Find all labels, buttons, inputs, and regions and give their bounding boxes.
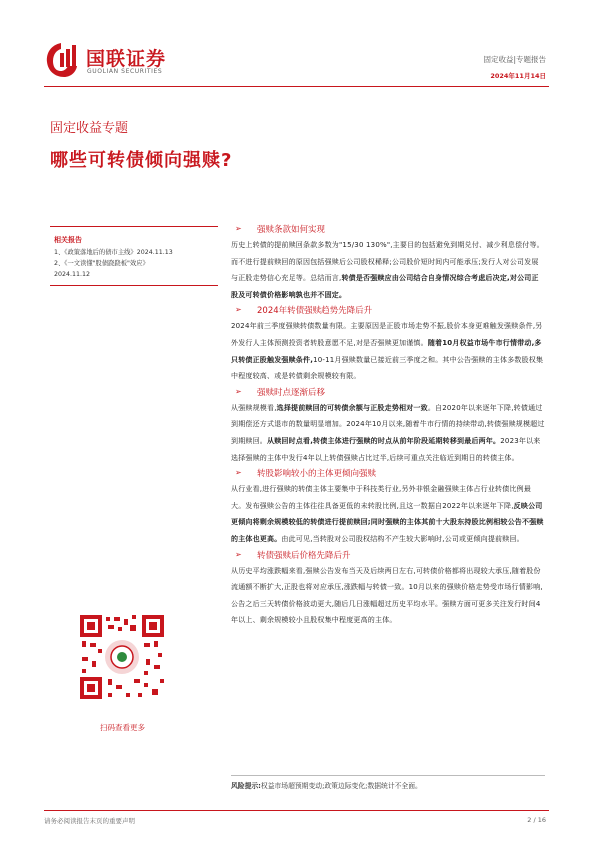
body-text: 10-11月强赎数量已接近前三季度之和。其中公告强赎的主体多数股权集中程度较高、或是转债剩余规模较有限。: [231, 355, 544, 381]
report-title: 哪些可转债倾向强赎?: [50, 150, 233, 171]
section-paragraph: [231, 400, 545, 466]
page-number: 2 / 16: [527, 816, 546, 824]
key-finding-text: 转债是否强赎应由公司结合自身情况综合考虑后决定,对公司正股及可转债价格影响孰也并不固定。: [231, 274, 539, 299]
report-date: 2024年11月14日: [490, 72, 546, 80]
bullet-arrow-icon: ➢: [235, 468, 242, 478]
key-finding-text: 随着10月权益市场牛市行情带动,多只转债正股触发强赎条件,: [231, 338, 542, 364]
report-kicker: 固定收益专题: [50, 121, 129, 136]
section-paragraph: [231, 237, 545, 303]
header-divider: [44, 86, 549, 87]
brand-name: 国联证券: [86, 48, 167, 70]
risk-notice: [231, 775, 545, 790]
section-heading: [231, 386, 545, 400]
body-text: 历史上转债的提前赎回条款多数为"15/30 130%",主要目的包括避免到期兑付、减少利息偿付等。而不进行提前赎回的原因包括强赎后公司股权稀释;公司股价短时间内可能承压;发行人对公司发展与正股走势信心充足等。总结而言,: [231, 241, 544, 283]
section-heading: [231, 467, 545, 481]
related-report-item[interactable]: 2、《一文读懂"股债跷跷板"效应》: [54, 260, 149, 267]
section-paragraph: [231, 318, 545, 384]
section-heading: [231, 549, 545, 563]
bullet-arrow-icon: ➢: [235, 386, 242, 396]
section-heading-text: 2024年转债强赎趋势先降后升: [257, 306, 373, 317]
body-text: 。自2020年以来逐年下降,转债通过到期偿还方式退市的数量明显增加。2024年10月以来,随着牛市行情的持续带动,转债强赎规模超过到期赎回。: [231, 403, 545, 445]
key-finding-text: 从赎回时点看,转债主体进行强赎的时点从前年阶段延期转移到最后两年。: [267, 436, 501, 445]
body-text: 从历史平均涨跌幅来看,强赎公告发布当天及后续两日左右,可转债价格都将出现较大承压,随着股份流通额不断扩大,正股也将对应承压,涨跌幅与转债一致。10月以来的强赎价格走势受市场行情影响,公告之后三天转债价格波动更大,随后几日涨幅超过历史平均水平。强赎方面可更多关注发行时间4年以上、剩余规模较小且股权集中程度更高的主体。: [231, 566, 543, 625]
body-text: 从强赎规模看,: [231, 403, 277, 412]
footer-disclaimer[interactable]: 请务必阅读报告末页的重要声明: [44, 817, 135, 825]
risk-text: 权益市场超预期变动;政策边际变化;数据统计不全面。: [260, 782, 422, 790]
bullet-arrow-icon: ➢: [235, 549, 242, 559]
section-heading-text: 强赎时点逐渐后移: [257, 387, 326, 398]
section-heading-text: 转股影响较小的主体更倾向强赎: [257, 469, 377, 480]
related-reports-heading: 相关报告: [54, 236, 82, 244]
section-paragraph: [231, 481, 545, 547]
report-category: 固定收益|专题报告: [483, 55, 546, 64]
related-report-item[interactable]: 1、《政策落地后的债市主线》2024.11.13: [54, 249, 173, 256]
section-heading-text: 转债强赎后价格先降后升: [257, 550, 351, 561]
summary-column: [231, 222, 545, 629]
section-heading: [231, 304, 545, 318]
related-report-item: 2024.11.12: [54, 271, 91, 278]
body-text: 2023年以来选择强赎的主体中发行4年以上转债强赎占比过半,后续可重点关注临近到期日的转债主体。: [231, 436, 541, 462]
qr-caption: 扫码查看更多: [100, 723, 145, 732]
key-finding-text: 反映公司更倾向将剩余规模较低的转债进行提前赎回;同时强赎的主体其前十大股东持股比例相较公告不强赎的主体也更高。: [231, 501, 544, 543]
bullet-arrow-icon: ➢: [235, 224, 242, 233]
body-text: 2024年前三季度强赎转债数量有限。主要原因是正股市场走势不振,股价本身更难触发强赎条件,另外发行人主体预测投资者转股意愿不足,对是否强赎更加谨慎。: [231, 322, 543, 347]
key-finding-text: 选择提前赎回的可转债余额与正股走势相对一致: [276, 403, 428, 412]
body-text: 从行业看,进行强赎的转债主体主要集中于科技类行业,另外非银金融强赎主体占行业转债比例最大。发布强赎公告的主体往往具备更低的未转股比例,且这一数据自2022年以来逐年下降,: [231, 485, 532, 510]
section-heading: [231, 223, 545, 237]
brand-name-en: GUOLIAN SECURITIES: [87, 68, 163, 75]
qr-code-icon[interactable]: [78, 613, 166, 701]
guolian-logo-icon: [44, 41, 78, 79]
section-heading-text: 强赎条款如何实现: [257, 225, 326, 235]
body-text: 由此可见,当转股对公司股权结构不产生较大影响时,公司或更倾向提前赎回。: [281, 534, 524, 543]
footer-divider: [44, 810, 549, 811]
bullet-arrow-icon: ➢: [235, 305, 242, 315]
related-reports-box: [50, 226, 218, 286]
risk-label: 风险提示:: [231, 782, 261, 790]
section-paragraph: [231, 563, 545, 629]
